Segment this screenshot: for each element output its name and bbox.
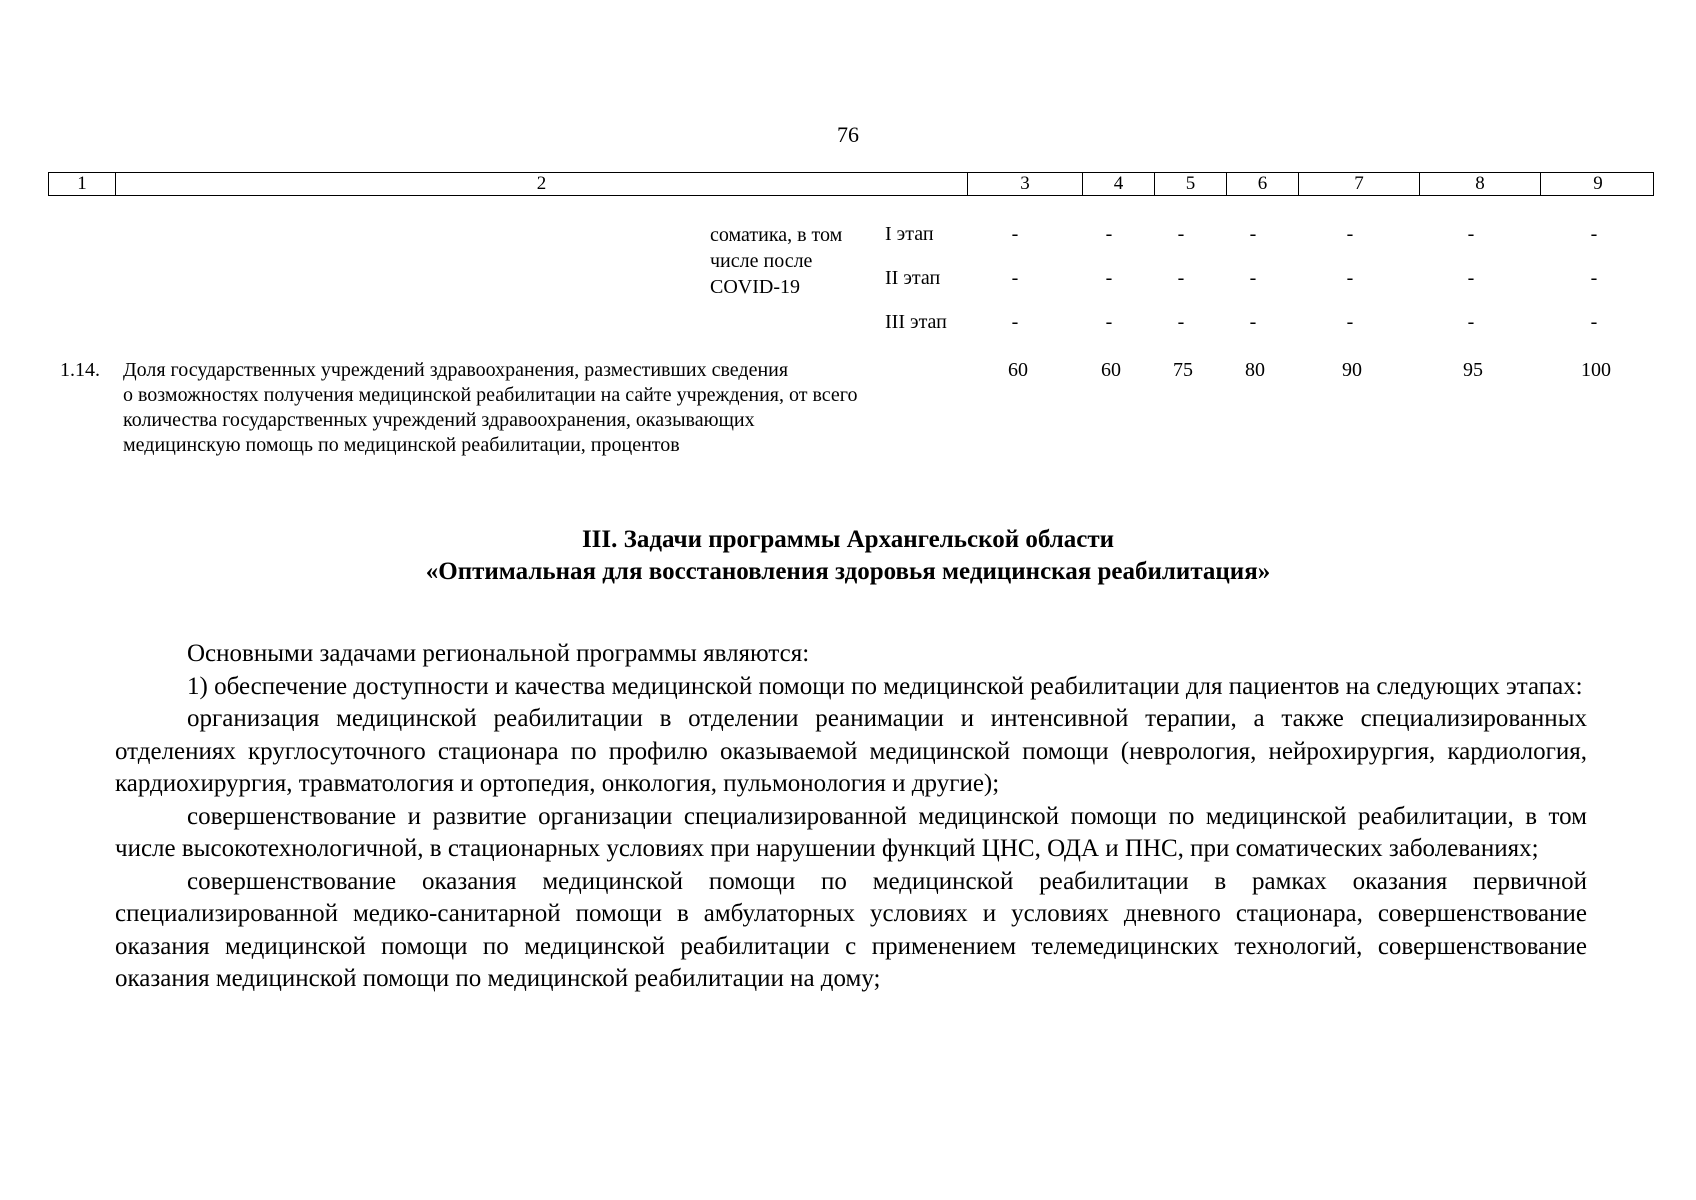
row-number: 1.14.	[60, 359, 100, 381]
stage-2-value: -	[1346, 267, 1354, 289]
row-1-14-value: 80	[1245, 359, 1265, 381]
row-1-14-value: 100	[1581, 359, 1611, 381]
stage-label-3: III этап	[885, 311, 947, 333]
stage-3-value: -	[1346, 311, 1354, 333]
stage-1-value: -	[1177, 223, 1185, 245]
stage-label-2: II этап	[885, 267, 941, 289]
stage-3-value: -	[1105, 311, 1113, 333]
section-title-line-2: «Оптимальная для восстановления здоровья медицинская реабилитация»	[425, 558, 1271, 585]
stage-2-value: -	[1177, 267, 1185, 289]
page-number: 76	[837, 122, 859, 147]
stage-3-value: -	[1177, 311, 1185, 333]
stage-1-value: -	[1346, 223, 1354, 245]
stage-1-value: -	[1590, 223, 1598, 245]
row-1-14-value: 95	[1463, 359, 1483, 381]
column-header-5: 5	[1154, 173, 1226, 195]
stage-2-value: -	[1467, 267, 1475, 289]
paragraph: совершенствование и развитие организации специализированной медицинской помощи по медицинской реабилитации, в том числе высокотехнологичной, в стационарных условиях при нарушении функций ЦНС, ОДА и ПНС, при соматических заболеваниях;	[115, 802, 1587, 862]
section-title-line-1: III. Задачи программы Архангельской области	[581, 526, 1115, 553]
row-description-line: Доля государственных учреждений здравоохранения, разместивших сведения	[123, 359, 789, 381]
stage-2-value: -	[1249, 267, 1257, 289]
paragraph: организация медицинской реабилитации в отделении реанимации и интенсивной терапии, а также специализированных отделениях круглосуточного стационара по профилю оказываемой медицинской помощи (неврология, нейрохирургия, кардиология, кардиохирургия, травматология и ортопедия, онкология, пульмонология и другие);	[115, 705, 1587, 797]
paragraph: совершенствование оказания медицинской помощи по медицинской реабилитации в рамках оказания первичной специализированной медико-санитарной помощи в амбулаторных условиях и условиях дневного стационара, совершенствование оказания медицинской помощи по медицинской реабилитации с применением телемедицинских технологий, совершенствование оказания медицинской помощи по медицинской реабилитации на дому;	[115, 867, 1587, 992]
stage-3-value: -	[1011, 311, 1019, 333]
row-1-14-value: 60	[1008, 359, 1028, 381]
paragraph: Основными задачами региональной программы являются:	[187, 640, 810, 667]
column-header-7: 7	[1298, 173, 1419, 195]
stage-1-value: -	[1011, 223, 1019, 245]
column-header-8: 8	[1419, 173, 1540, 195]
stage-label-1: I этап	[885, 223, 934, 245]
row-description-line: о возможностях получения медицинской реабилитации на сайте учреждения, от всего	[123, 384, 858, 406]
row-1-14-value: 90	[1342, 359, 1362, 381]
stage-3-value: -	[1590, 311, 1598, 333]
column-header-3: 3	[967, 173, 1082, 195]
row-1-14-value: 60	[1101, 359, 1121, 381]
stage-1-value: -	[1249, 223, 1257, 245]
row-description	[123, 358, 963, 458]
section-heading	[0, 524, 1696, 588]
stage-1-value: -	[1105, 223, 1113, 245]
paragraph: 1) обеспечение доступности и качества медицинской помощи по медицинской реабилитации для пациентов на следующих этапах:	[187, 672, 1583, 700]
body-text	[115, 638, 1587, 996]
stage-3-value: -	[1249, 311, 1257, 333]
stage-1-value: -	[1467, 223, 1475, 245]
category-label: соматика, в том числе после COVID-19	[710, 224, 843, 298]
stage-2-value: -	[1590, 267, 1598, 289]
stage-2-value: -	[1011, 267, 1019, 289]
column-header-9: 9	[1540, 173, 1655, 195]
stage-2-value: -	[1105, 267, 1113, 289]
column-header-6: 6	[1226, 173, 1298, 195]
row-description-line: количества государственных учреждений здравоохранения, оказывающих	[123, 409, 755, 431]
column-header-2: 2	[115, 173, 967, 195]
stage-3-value: -	[1467, 311, 1475, 333]
row-description-line: медицинскую помощь по медицинской реабилитации, процентов	[123, 434, 680, 456]
row-1-14-value: 75	[1173, 359, 1193, 381]
table-column-header	[48, 172, 1654, 196]
column-header-1: 1	[77, 173, 87, 194]
column-header-4: 4	[1082, 173, 1154, 195]
